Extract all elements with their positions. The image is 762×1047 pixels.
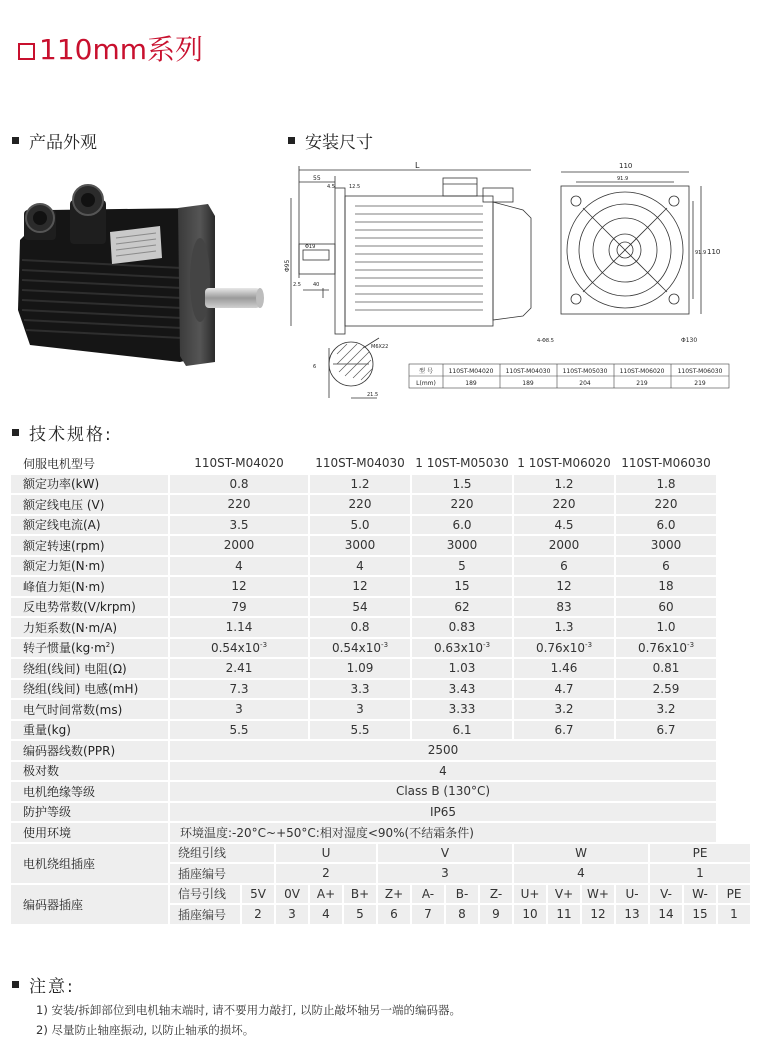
mini-table-length: 204 [579, 380, 591, 387]
value-cell: $0.63x10^{-3}$ [412, 639, 512, 658]
value-cell: 1.46 [514, 659, 614, 678]
motor-socket-row [11, 844, 750, 863]
value-cell: 3 [310, 700, 410, 719]
row-label: 防护等级 [11, 803, 168, 822]
mini-table-model: 110ST-M06030 [677, 368, 723, 375]
value-cell: $0.54x10^{-3}$ [310, 639, 410, 658]
table-row [11, 516, 750, 535]
value-cell: 1.03 [412, 659, 512, 678]
dim-55: 55 [313, 175, 321, 182]
dim-phi95: Φ95 [284, 259, 291, 272]
mini-table-length: 219 [694, 380, 706, 387]
value-cell: 83 [514, 598, 614, 617]
value-cell: 9 [480, 905, 512, 924]
value-cell: 2000 [514, 536, 614, 555]
value-cell: W- [684, 885, 716, 904]
row-label: 编码器线数(PPR) [11, 741, 168, 760]
dim-phi19: Φ19 [305, 244, 316, 250]
mini-table-model: 110ST-M04030 [505, 368, 551, 375]
value-cell: 12 [310, 577, 410, 596]
model-header: 110ST-M06030 [616, 454, 716, 473]
value-cell: V+ [548, 885, 580, 904]
dim-4-5: 4.5 [327, 184, 335, 190]
table-row [11, 557, 750, 576]
value-cell: 4 [170, 762, 716, 781]
value-cell: 5 [344, 905, 376, 924]
value-cell: W+ [582, 885, 614, 904]
value-cell: 3.3 [310, 680, 410, 699]
value-cell: 6.0 [616, 516, 716, 535]
value-cell: 220 [170, 495, 308, 514]
value-cell: U [276, 844, 376, 863]
value-cell: B- [446, 885, 478, 904]
model-header: 110ST-M04030 [310, 454, 410, 473]
row-label: 使用环境 [11, 823, 168, 842]
table-row [11, 700, 750, 719]
mini-table-head: 型 号 [419, 368, 433, 375]
dim-91-9-side: 91.9 [695, 250, 707, 256]
value-cell: 8 [446, 905, 478, 924]
mini-table-model: 110ST-M05030 [562, 368, 608, 375]
value-cell: 1.2 [310, 475, 410, 494]
value-cell: 2500 [170, 741, 716, 760]
value-cell: 4 [170, 557, 308, 576]
value-cell: 220 [310, 495, 410, 514]
sub-label: 信号引线 [170, 885, 240, 904]
dim-21-5: 21.5 [367, 392, 379, 398]
mini-table-model: 110ST-M04020 [448, 368, 494, 375]
bullet-icon [12, 137, 19, 144]
row-label: 电机绝缘等级 [11, 782, 168, 801]
row-label: 峰值力矩(N·m) [11, 577, 168, 596]
value-cell: 3 [276, 905, 308, 924]
value-cell: 3000 [616, 536, 716, 555]
value-cell: 13 [616, 905, 648, 924]
value-cell: 3 [170, 700, 308, 719]
value-cell: 3000 [310, 536, 410, 555]
sub-label: 插座编号 [170, 864, 274, 883]
value-cell: 54 [310, 598, 410, 617]
bullet-icon [12, 981, 19, 988]
mini-table-length: 219 [636, 380, 648, 387]
table-row [11, 721, 750, 740]
dim-2-5: 2.5 [293, 282, 301, 288]
spec-table [9, 452, 752, 926]
table-row [11, 762, 750, 781]
value-cell: 6 [378, 905, 410, 924]
section-notes [12, 972, 75, 997]
table-row [11, 598, 750, 617]
encoder-socket-row [11, 885, 750, 904]
sub-label: 插座编号 [170, 905, 240, 924]
value-cell: 4 [310, 557, 410, 576]
sub-label: 绕组引线 [170, 844, 274, 863]
value-cell: 3 [378, 864, 512, 883]
table-row [11, 495, 750, 514]
value-cell: 79 [170, 598, 308, 617]
section-specs-label: 技术规格: [29, 425, 113, 445]
value-cell: 5V [242, 885, 274, 904]
value-cell: 2.41 [170, 659, 308, 678]
value-cell: 12 [514, 577, 614, 596]
value-cell: 220 [412, 495, 512, 514]
value-cell: 2000 [170, 536, 308, 555]
row-label: 伺服电机型号 [11, 454, 168, 473]
value-cell: 1.3 [514, 618, 614, 637]
value-cell: Z+ [378, 885, 410, 904]
row-label: 极对数 [11, 762, 168, 781]
inertia-row [11, 639, 750, 658]
section-dimensions-label: 安装尺寸 [305, 133, 373, 153]
value-cell: 0.81 [616, 659, 716, 678]
section-specs [12, 420, 113, 445]
table-header-row [11, 454, 750, 473]
value-cell: B+ [344, 885, 376, 904]
value-cell: 5 [412, 557, 512, 576]
mini-table-length: 189 [465, 380, 477, 387]
dim-6: 6 [313, 364, 317, 370]
dim-40: 40 [313, 282, 320, 288]
value-cell: 4 [310, 905, 342, 924]
dim-m6: M6X22 [371, 344, 389, 350]
value-cell: 0.8 [310, 618, 410, 637]
value-cell: 3.43 [412, 680, 512, 699]
value-cell: 1.8 [616, 475, 716, 494]
model-header: 110ST-M04020 [170, 454, 308, 473]
page-title [18, 28, 203, 68]
value-cell: 5.0 [310, 516, 410, 535]
table-row [11, 659, 750, 678]
value-cell: 3.2 [514, 700, 614, 719]
mini-table-row-label: L(mm) [416, 380, 436, 387]
value-cell: 1.2 [514, 475, 614, 494]
bullet-icon [288, 137, 295, 144]
row-label: 额定功率(kW) [11, 475, 168, 494]
value-cell: 3.2 [616, 700, 716, 719]
value-cell: Z- [480, 885, 512, 904]
value-cell: $0.54x10^{-3}$ [170, 639, 308, 658]
dim-holes: 4-Φ8.5 [537, 338, 554, 344]
row-label: 额定线电流(A) [11, 516, 168, 535]
value-cell: W [514, 844, 648, 863]
value-cell: A- [412, 885, 444, 904]
value-cell: 12 [582, 905, 614, 924]
value-cell: 1.09 [310, 659, 410, 678]
value-cell: 5.5 [310, 721, 410, 740]
page-title-text: 110mm系列 [39, 33, 203, 66]
environment-row [11, 823, 750, 842]
table-row [11, 803, 750, 822]
value-cell: 1 [718, 905, 750, 924]
row-label: 力矩系数(N·m/A) [11, 618, 168, 637]
value-cell: 14 [650, 905, 682, 924]
value-cell: 220 [514, 495, 614, 514]
value-cell: 6 [514, 557, 614, 576]
table-row [11, 741, 750, 760]
value-cell: 2.59 [616, 680, 716, 699]
dim-L: L [415, 161, 420, 170]
value-cell: 3000 [412, 536, 512, 555]
table-row [11, 475, 750, 494]
value-cell: 1.0 [616, 618, 716, 637]
value-cell: 1 [650, 864, 750, 883]
value-cell: 220 [616, 495, 716, 514]
section-dimensions [288, 128, 373, 153]
value-cell: 6.7 [514, 721, 614, 740]
row-label: 绕组(线间) 电感(mH) [11, 680, 168, 699]
value-cell: 1.5 [412, 475, 512, 494]
value-cell: 7 [412, 905, 444, 924]
value-cell: PE [718, 885, 750, 904]
value-cell: 1.14 [170, 618, 308, 637]
value-cell: 60 [616, 598, 716, 617]
value-cell: 5.5 [170, 721, 308, 740]
value-cell: 15 [684, 905, 716, 924]
value-cell: 6.0 [412, 516, 512, 535]
value-cell: PE [650, 844, 750, 863]
note-1: 1) 安装/拆卸部位到电机轴末端时, 请不要用力敲打, 以防止敲坏轴另一端的编码器。 [36, 1003, 461, 1017]
table-row [11, 577, 750, 596]
value-cell: IP65 [170, 803, 716, 822]
value-cell: Class B (130°C) [170, 782, 716, 801]
value-cell: V- [650, 885, 682, 904]
table-row [11, 782, 750, 801]
value-cell: 10 [514, 905, 546, 924]
table-row [11, 680, 750, 699]
value-cell: 6.1 [412, 721, 512, 740]
row-label: 电气时间常数(ms) [11, 700, 168, 719]
value-cell: 6 [616, 557, 716, 576]
row-label: 额定转速(rpm) [11, 536, 168, 555]
value-cell: 11 [548, 905, 580, 924]
value-cell: 12 [170, 577, 308, 596]
value-cell: U- [616, 885, 648, 904]
row-label: 反电势常数(V/krpm) [11, 598, 168, 617]
dim-110-side: 110 [707, 248, 721, 256]
row-label: 绕组(线间) 电阻(Ω) [11, 659, 168, 678]
dimension-drawing [283, 158, 743, 408]
value-cell: 2 [276, 864, 376, 883]
value-cell: 7.3 [170, 680, 308, 699]
table-row [11, 618, 750, 637]
model-header: 1 10ST-M05030 [412, 454, 512, 473]
dim-110-top: 110 [619, 162, 633, 170]
table-row [11, 536, 750, 555]
row-label: 重量(kg) [11, 721, 168, 740]
value-cell: 4 [514, 864, 648, 883]
value-cell: 4.7 [514, 680, 614, 699]
value-cell: 18 [616, 577, 716, 596]
value-cell: A+ [310, 885, 342, 904]
square-icon [18, 43, 35, 60]
row-label: 额定力矩(N·m) [11, 557, 168, 576]
value-cell: $0.76x10^{-3}$ [616, 639, 716, 658]
model-header: 1 10ST-M06020 [514, 454, 614, 473]
value-cell: V [378, 844, 512, 863]
mini-table-length: 189 [522, 380, 534, 387]
section-appearance [12, 128, 97, 153]
value-cell: 0V [276, 885, 308, 904]
dim-91-9-top: 91.9 [617, 176, 629, 182]
row-label: 额定线电压 (V) [11, 495, 168, 514]
value-cell: $0.76x10^{-3}$ [514, 639, 614, 658]
value-cell: 62 [412, 598, 512, 617]
mini-table-model: 110ST-M06020 [619, 368, 665, 375]
value-cell: 0.83 [412, 618, 512, 637]
row-label: 转子惯量$(kg\cdot m^2)$ [11, 639, 168, 658]
value-cell: U+ [514, 885, 546, 904]
value-cell: 6.7 [616, 721, 716, 740]
row-label: 编码器插座 [11, 885, 168, 924]
section-appearance-label: 产品外观 [29, 133, 97, 153]
section-notes-label: 注意: [29, 977, 75, 997]
dim-phi130: Φ130 [681, 337, 698, 344]
bullet-icon [12, 429, 19, 436]
value-cell: 15 [412, 577, 512, 596]
value-cell: 0.8 [170, 475, 308, 494]
value-cell: 2 [242, 905, 274, 924]
dim-12-5: 12.5 [349, 184, 361, 190]
servo-motor-image [10, 180, 270, 370]
value-cell: 4.5 [514, 516, 614, 535]
value-cell: 环境温度:-20°C~+50°C:相对湿度<90%(不结霜条件) [170, 823, 716, 842]
value-cell: 3.5 [170, 516, 308, 535]
note-2: 2) 尽量防止轴座振动, 以防止轴承的损坏。 [36, 1023, 255, 1037]
row-label: 电机绕组插座 [11, 844, 168, 883]
value-cell: 3.33 [412, 700, 512, 719]
